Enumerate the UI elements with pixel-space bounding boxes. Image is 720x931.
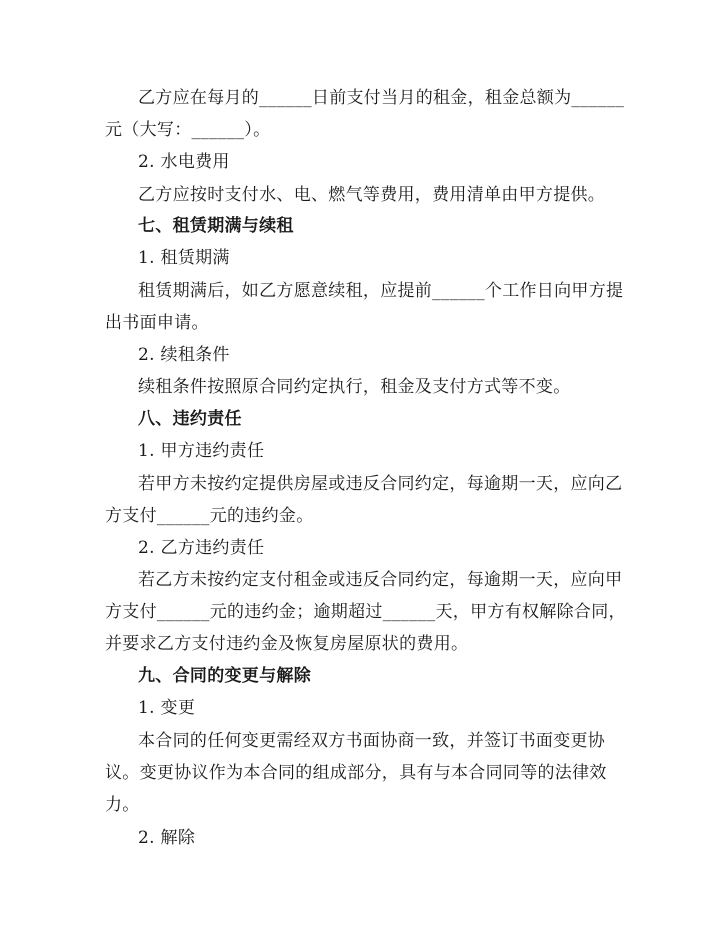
section-8-heading: 八、违约责任 xyxy=(138,409,242,429)
lease-expiry-subheading: 1. 租赁期满 xyxy=(138,248,230,268)
party-b-breach-paragraph-line-1: 若乙方未按约定支付租金或违反合同约定，每逾期一天，应向甲 xyxy=(138,570,623,590)
lease-expiry-paragraph-line-1: 租赁期满后，如乙方愿意续租，应提前______个工作日向甲方提 xyxy=(138,281,624,301)
section-9-heading: 九、合同的变更与解除 xyxy=(138,666,311,686)
party-a-breach-paragraph-line-2: 方支付______元的违约金。 xyxy=(105,506,314,526)
utilities-subheading: 2. 水电费用 xyxy=(138,152,230,172)
section-7-heading: 七、租赁期满与续租 xyxy=(138,216,294,236)
rent-payment-line: 乙方应在每月的______日前支付当月的租金，租金总额为______ xyxy=(138,88,625,108)
lease-expiry-paragraph-line-2: 出书面申请。 xyxy=(105,313,209,333)
party-a-breach-paragraph-line-1: 若甲方未按约定提供房屋或违反合同约定，每逾期一天，应向乙 xyxy=(138,474,623,494)
utilities-paragraph: 乙方应按时支付水、电、燃气等费用，费用清单由甲方提供。 xyxy=(138,185,606,205)
party-b-breach-paragraph-line-3: 并要求乙方支付违约金及恢复房屋原状的费用。 xyxy=(105,634,469,654)
termination-subheading: 2. 解除 xyxy=(138,828,196,848)
modification-subheading: 1. 变更 xyxy=(138,698,196,718)
modification-paragraph-line-3: 力。 xyxy=(105,795,140,815)
renewal-conditions-subheading: 2. 续租条件 xyxy=(138,345,230,365)
party-b-breach-paragraph-line-2: 方支付______元的违约金；逾期超过______天，甲方有权解除合同， xyxy=(105,602,626,622)
renewal-conditions-paragraph: 续租条件按照原合同约定执行，租金及支付方式等不变。 xyxy=(138,377,571,397)
modification-paragraph-line-2: 议。变更协议作为本合同的组成部分，具有与本合同同等的法律效 xyxy=(105,763,607,783)
rent-amount-words-line: 元（大写：______）。 xyxy=(105,120,271,140)
party-a-breach-subheading: 1. 甲方违约责任 xyxy=(138,441,265,461)
party-b-breach-subheading: 2. 乙方违约责任 xyxy=(138,538,265,558)
modification-paragraph-line-1: 本合同的任何变更需经双方书面协商一致，并签订书面变更协 xyxy=(138,731,606,751)
